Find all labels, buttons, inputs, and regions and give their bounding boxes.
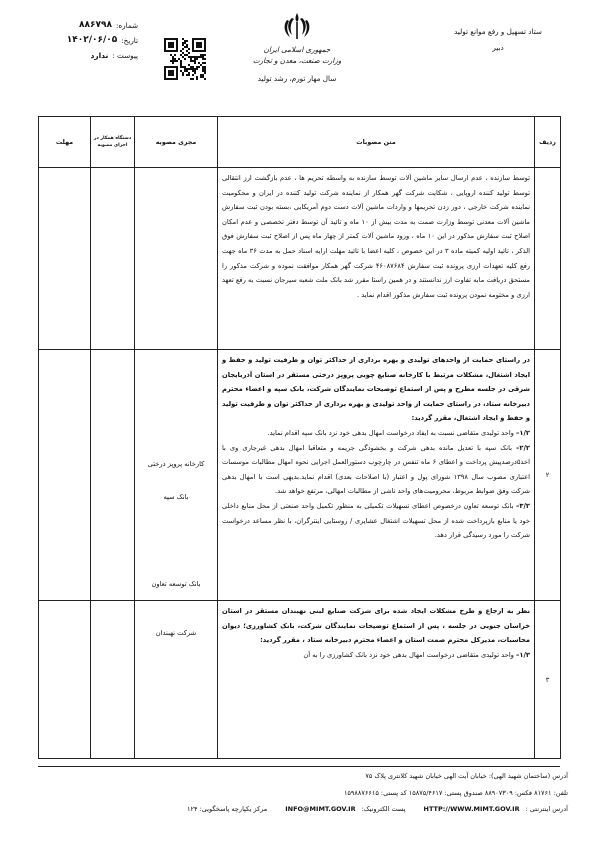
table-row xyxy=(39,601,561,759)
footer-website-link[interactable]: HTTP://WWW.MIMT.GOV.IR xyxy=(423,805,520,813)
resolution-paragraph xyxy=(222,441,530,499)
footer-web-label: آدرس اینترنتی : xyxy=(525,805,568,813)
co-executor-cell xyxy=(91,601,135,759)
date-label: تاریخ: xyxy=(121,36,138,45)
executor-name: بانک توسعه تعاون xyxy=(151,580,201,588)
resolution-paragraph xyxy=(222,604,530,648)
header-executor: مجری مصوبه xyxy=(135,117,218,168)
table-row xyxy=(39,168,561,350)
footer-divider xyxy=(38,766,560,767)
paragraph-text: توسط سازنده ، عدم ارسال سایر ماشین آلات توسط سازنده به واسطه تحریم ها ، عدم بازگشت ارز انتقالی توسط تولید کننده اروپایی ، شکایت شرکت گهر همکار از نماینده شرکت تولید کننده در ایران و محکومیت نماینده شرکت خارجی ، دور زدن تحریمها و واردات ماشین آلات دست دوم آمریکایی ،بسته بودن ثبت سفارش ماشین آلات معدنی توسط وزارت صمت به مدت بیش از ۱۰ ماه و تائید آن توسط دفتر تخصصی و عدم امکان اصلاح ثبت سفارش مذکور در این ۱۰ ماه ، ورود ماشین آلات کمتر از چهار ماه پس از اصلاح ثبت سفارش فوق الذکر ، تائید اولیه کمیته ماده ۳ در این خصوص ، کلیه اعضا با تائید مهلت ارایه اسناد حمل به مدت ۳۶ ماه جهت رفع کلیه تعهدات ارزی پرونده ثبت سفارش ۴۶۰۸۷۶۸۴ شرکت گهر همکار موافقت نموده و شرکت مذکور را مستحق دریافت مابه تفاوت ارز ندانستند و در همین راستا مقرر شد بانک ملت شعبه سیرجان نسبت به رفع تعهد ارزی و مختومه نمودن پرونده ثبت سفارش مذکور اقدام نماید . xyxy=(222,174,531,299)
footer-contacts xyxy=(30,805,568,813)
header-resolution-text: متن مصوبات xyxy=(218,117,535,168)
header-deadline: مهلت xyxy=(39,117,91,168)
clause-number: ۲/۲– xyxy=(516,443,530,452)
qr-code-icon xyxy=(164,38,206,80)
row-number: ۳ xyxy=(535,601,561,759)
resolution-paragraph xyxy=(222,426,530,441)
paragraph-text: بانک توسعه تعاون درخصوص اعطای تسهیلات تکمیلی به منظور تکمیل واحد صنعتی از محل منابع داخلی خود یا منابع بازپرداخت شده از محل تسهیلات اشتغال عشایری / روستایی اینترگران، با نظر مساعد درخواست شرکت را مورد رسیدگی قرار دهد. xyxy=(222,501,530,540)
iran-emblem-icon xyxy=(281,10,313,42)
resolutions-table xyxy=(38,116,561,759)
ministry-line-2: وزارت صنعت، معدن و تجارت xyxy=(252,56,342,65)
clause-number: ۳/۲– xyxy=(516,501,530,510)
executor-name: کارخانه پروپز درختی xyxy=(147,460,205,468)
footer-call-center: مرکز یکپارچه پاسخگویی: ۱۲۴ xyxy=(187,805,268,813)
footer-email-label: پست الکترونیک: xyxy=(361,805,406,813)
deadline-cell xyxy=(39,168,91,350)
number-row xyxy=(28,18,138,33)
resolution-paragraph xyxy=(222,353,530,426)
paragraph-text: نظر به ارجاع و طرح مشکلات ایجاد شده برای شرکت صنایع لبنی نهبندان مستقر در استان خراسان جنوبی در جلسه ، پس از استماع توضیحات نمایندگان شرکت، بانک کشاورزی؛ دیوان محاسبات، مدیرکل محترم صمت استان و اعضاء محترم دبیرخانه ستاد ، مقرر گردید: xyxy=(222,607,530,645)
resolution-text-cell xyxy=(218,168,535,350)
header-co-executor: دستگاه همکار در اجرای مصوبه xyxy=(91,117,135,168)
clause-number: ۱/۲– xyxy=(516,428,530,437)
date-row xyxy=(28,33,138,48)
executor-name: شرکت نهبندان xyxy=(155,629,197,637)
co-executor-cell xyxy=(91,350,135,601)
deadline-cell xyxy=(39,350,91,601)
resolution-paragraph xyxy=(222,648,530,663)
resolution-text-cell xyxy=(218,601,535,759)
year-slogan: سال مهار تورم، رشد تولید xyxy=(257,74,337,83)
date-value: ۱۴۰۲/۰۶/۰۵ xyxy=(66,35,118,45)
paragraph-text: در راستای حمایت از واحدهای تولیدی و بهره برداری از حداکثر توان و ظرفیت تولید و حفظ و ایجاد اشتغال، مشکلات مرتبط با کارخانه صنایع چوبی پروپز درختی مستقر در استان آذربایجان شرقی در جلسه مطرح و پس از استماع توضیحات نمایندگان شرکت، بانک سپه و اعضاء محترم دبیرخانه ستاد، در راستای حمایت از واحد تولیدی و بهره برداری از حداکثر توان و ظرفیت تولید و حفظ و ایجاد اشتغال، مقرر گردید: xyxy=(222,356,530,423)
table-header-row xyxy=(39,117,561,168)
table-row xyxy=(39,350,561,601)
deadline-cell xyxy=(39,601,91,759)
row-number xyxy=(535,168,561,350)
org-subtitle: دبیر xyxy=(492,43,504,52)
executor-cell xyxy=(135,350,218,601)
co-executor-cell xyxy=(91,168,135,350)
footer-phones: تلفن: ۸۱۷۶۱ فکس: ۸۸۹۰۷۳۰۹ صندوق پستی: ۱۵۸۷۵/۴۶۱۷ کد پستی: ۱۵۹۸۸۷۶۶۱۵ xyxy=(343,789,568,797)
row-number: ۲ xyxy=(535,350,561,601)
executor-name: بانک سپه xyxy=(163,493,189,501)
number-value: ۸۸۶۷۹۸ xyxy=(79,20,112,30)
footer-address: آدرس (ساختمان شهید الهی): خیابان آیت الهی خیابان شهید کلانتری پلاک ۷۵ xyxy=(365,772,568,780)
paragraph-text: واحد تولیدی متقاضی نسبت به ایفاد درخواست امهال بدهی خود نزد بانک سپه اقدام نماید. xyxy=(267,428,517,437)
paragraph-text: بانک سپه با تعدیل مانده بدهی شرکت و بخشودگی جریمه و متعاقبا امهال بدهی غیرجاری وی با اخذ۵درصدپیش پرداخت و اعطای ۶ ماه تنفس در چارچوب دستورالعمل اجرایی نحوه امهال مطالبات موسسات اعتباری مصوب سال ۱۳۹۸ شورای پول و اعتبار (با اصلاحات بعدی) اقدام نماید.بدیهی است با امهال بدهی شرکت وفق ضوابط مربوط، محرومیت‌های واحد ناشی از مطالبات امهالی، مرتفع خواهد شد. xyxy=(222,443,530,496)
header-row-number: ردیف xyxy=(535,117,561,168)
org-title: ستاد تسهیل و رفع موانع تولید xyxy=(454,27,542,36)
letter-meta xyxy=(28,18,138,63)
number-label: شماره: xyxy=(115,21,138,30)
paragraph-text: واحد تولیدی متقاضی درخواست امهال بدهی خود نزد بانک کشاورزی را به آن xyxy=(303,650,517,659)
attachment-label: پیوست : xyxy=(112,51,138,60)
clause-number: ۱/۳– xyxy=(516,650,530,659)
executor-cell xyxy=(135,601,218,759)
resolution-paragraph xyxy=(222,499,530,543)
ministry-line-1: جمهوری اسلامی ایران xyxy=(263,45,331,54)
ministry-name xyxy=(230,44,364,66)
attachment-row xyxy=(28,48,138,63)
resolution-paragraph xyxy=(222,171,530,302)
executor-cell xyxy=(135,168,218,350)
resolution-text-cell xyxy=(218,350,535,601)
attachment-value: ندارد xyxy=(90,51,109,60)
header-org-block xyxy=(423,24,573,56)
footer-email-link[interactable]: INFO@MIMT.GOV.IR xyxy=(285,805,356,813)
